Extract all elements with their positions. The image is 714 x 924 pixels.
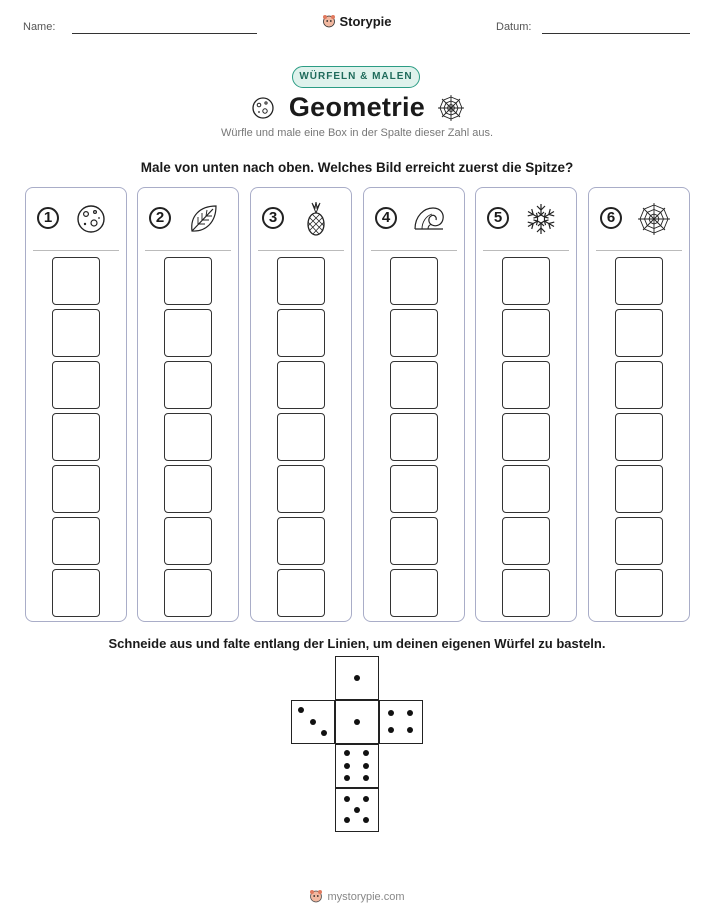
- color-box[interactable]: [52, 465, 100, 513]
- dice-pip: [344, 763, 350, 769]
- name-label: Name:: [23, 21, 56, 33]
- page-title: Geometrie: [288, 92, 426, 122]
- column-divider: [258, 250, 344, 251]
- column-4: [363, 187, 465, 622]
- color-box[interactable]: [502, 569, 550, 617]
- dice-face-1: [335, 700, 379, 744]
- color-box[interactable]: [390, 413, 438, 461]
- color-box[interactable]: [502, 413, 550, 461]
- color-box[interactable]: [52, 309, 100, 357]
- color-box[interactable]: [164, 517, 212, 565]
- color-box[interactable]: [615, 413, 663, 461]
- color-box[interactable]: [164, 309, 212, 357]
- snowflake-icon: [524, 202, 558, 236]
- brand-logo: [0, 14, 714, 29]
- color-box[interactable]: [390, 361, 438, 409]
- column-number: 6: [600, 207, 622, 229]
- color-box[interactable]: [390, 569, 438, 617]
- dice-pip: [344, 775, 350, 781]
- column-divider: [483, 250, 569, 251]
- column-header: [138, 188, 238, 250]
- dice-pip: [298, 707, 304, 713]
- dice-face-1: [335, 656, 379, 700]
- name-line[interactable]: [72, 33, 257, 34]
- column-number: 2: [149, 207, 171, 229]
- column-header: [364, 188, 464, 250]
- spiderweb-icon: [637, 202, 671, 236]
- dice-pip: [344, 817, 350, 823]
- footer-url[interactable]: mystorypie.com: [327, 891, 405, 903]
- column-divider: [33, 250, 119, 251]
- dice-pip: [363, 750, 369, 756]
- column-header: [251, 188, 351, 250]
- dice-pip: [363, 763, 369, 769]
- footer: [0, 889, 714, 903]
- dice-pip: [407, 710, 413, 716]
- column-1: [25, 187, 127, 622]
- column-number: 5: [487, 207, 509, 229]
- color-box[interactable]: [52, 569, 100, 617]
- dice-face-6: [335, 744, 379, 788]
- storypie-mascot-icon: [309, 889, 323, 903]
- color-box[interactable]: [277, 465, 325, 513]
- dice-pip: [354, 719, 360, 725]
- dice-pip: [310, 719, 316, 725]
- subtitle: Würfle und male eine Box in der Spalte dieser Zahl aus.: [220, 127, 494, 139]
- color-box[interactable]: [277, 413, 325, 461]
- column-number: 1: [37, 207, 59, 229]
- column-number: 3: [262, 207, 284, 229]
- color-box[interactable]: [502, 257, 550, 305]
- dice-pip: [354, 807, 360, 813]
- dice-pip: [363, 817, 369, 823]
- dice-pip: [354, 675, 360, 681]
- column-number: 4: [375, 207, 397, 229]
- color-box[interactable]: [52, 257, 100, 305]
- color-box[interactable]: [615, 517, 663, 565]
- dice-pip: [388, 710, 394, 716]
- color-box[interactable]: [615, 361, 663, 409]
- color-box[interactable]: [390, 309, 438, 357]
- color-box[interactable]: [277, 569, 325, 617]
- dice-pip: [363, 775, 369, 781]
- color-box[interactable]: [615, 309, 663, 357]
- color-box[interactable]: [615, 465, 663, 513]
- color-box[interactable]: [164, 569, 212, 617]
- color-box[interactable]: [164, 413, 212, 461]
- color-box[interactable]: [164, 257, 212, 305]
- dice-pip: [344, 750, 350, 756]
- column-3: [250, 187, 352, 622]
- shell-icon: [412, 202, 446, 236]
- column-header: [26, 188, 126, 250]
- brand-name: Storypie: [339, 14, 392, 29]
- storypie-mascot-icon: [322, 14, 336, 28]
- color-box[interactable]: [52, 517, 100, 565]
- dice-pip: [321, 730, 327, 736]
- moon-icon: [74, 202, 108, 236]
- color-box[interactable]: [502, 517, 550, 565]
- activity-badge: WÜRFELN & MALEN: [292, 66, 420, 88]
- color-box[interactable]: [502, 361, 550, 409]
- color-box[interactable]: [277, 517, 325, 565]
- dice-face-3: [291, 700, 335, 744]
- date-label: Datum:: [496, 21, 532, 33]
- column-divider: [596, 250, 682, 251]
- dice-pip: [388, 727, 394, 733]
- leaf-icon: [186, 202, 220, 236]
- color-box[interactable]: [164, 465, 212, 513]
- dice-pip: [344, 796, 350, 802]
- color-box[interactable]: [502, 309, 550, 357]
- dice-pip: [407, 727, 413, 733]
- column-header: [476, 188, 576, 250]
- column-header: [589, 188, 689, 250]
- column-divider: [145, 250, 231, 251]
- column-divider: [371, 250, 457, 251]
- color-box[interactable]: [615, 569, 663, 617]
- color-box[interactable]: [277, 361, 325, 409]
- pineapple-icon: [299, 202, 333, 236]
- color-box[interactable]: [615, 257, 663, 305]
- column-6: [588, 187, 690, 622]
- color-box[interactable]: [390, 517, 438, 565]
- color-box[interactable]: [390, 257, 438, 305]
- color-box[interactable]: [390, 465, 438, 513]
- color-box[interactable]: [277, 309, 325, 357]
- dice-face-4: [379, 700, 423, 744]
- column-2: [137, 187, 239, 622]
- spiderweb-icon: [437, 94, 465, 122]
- column-5: [475, 187, 577, 622]
- dice-instruction: Schneide aus und falte entlang der Linien, um deinen eigenen Würfel zu basteln.: [108, 636, 606, 651]
- color-box[interactable]: [502, 465, 550, 513]
- instruction: Male von unten nach oben. Welches Bild erreicht zuerst die Spitze?: [140, 160, 574, 175]
- dice-face-5: [335, 788, 379, 832]
- color-box[interactable]: [277, 257, 325, 305]
- dice-pip: [363, 796, 369, 802]
- color-box[interactable]: [52, 361, 100, 409]
- color-box[interactable]: [52, 413, 100, 461]
- color-box[interactable]: [164, 361, 212, 409]
- date-line[interactable]: [542, 33, 690, 34]
